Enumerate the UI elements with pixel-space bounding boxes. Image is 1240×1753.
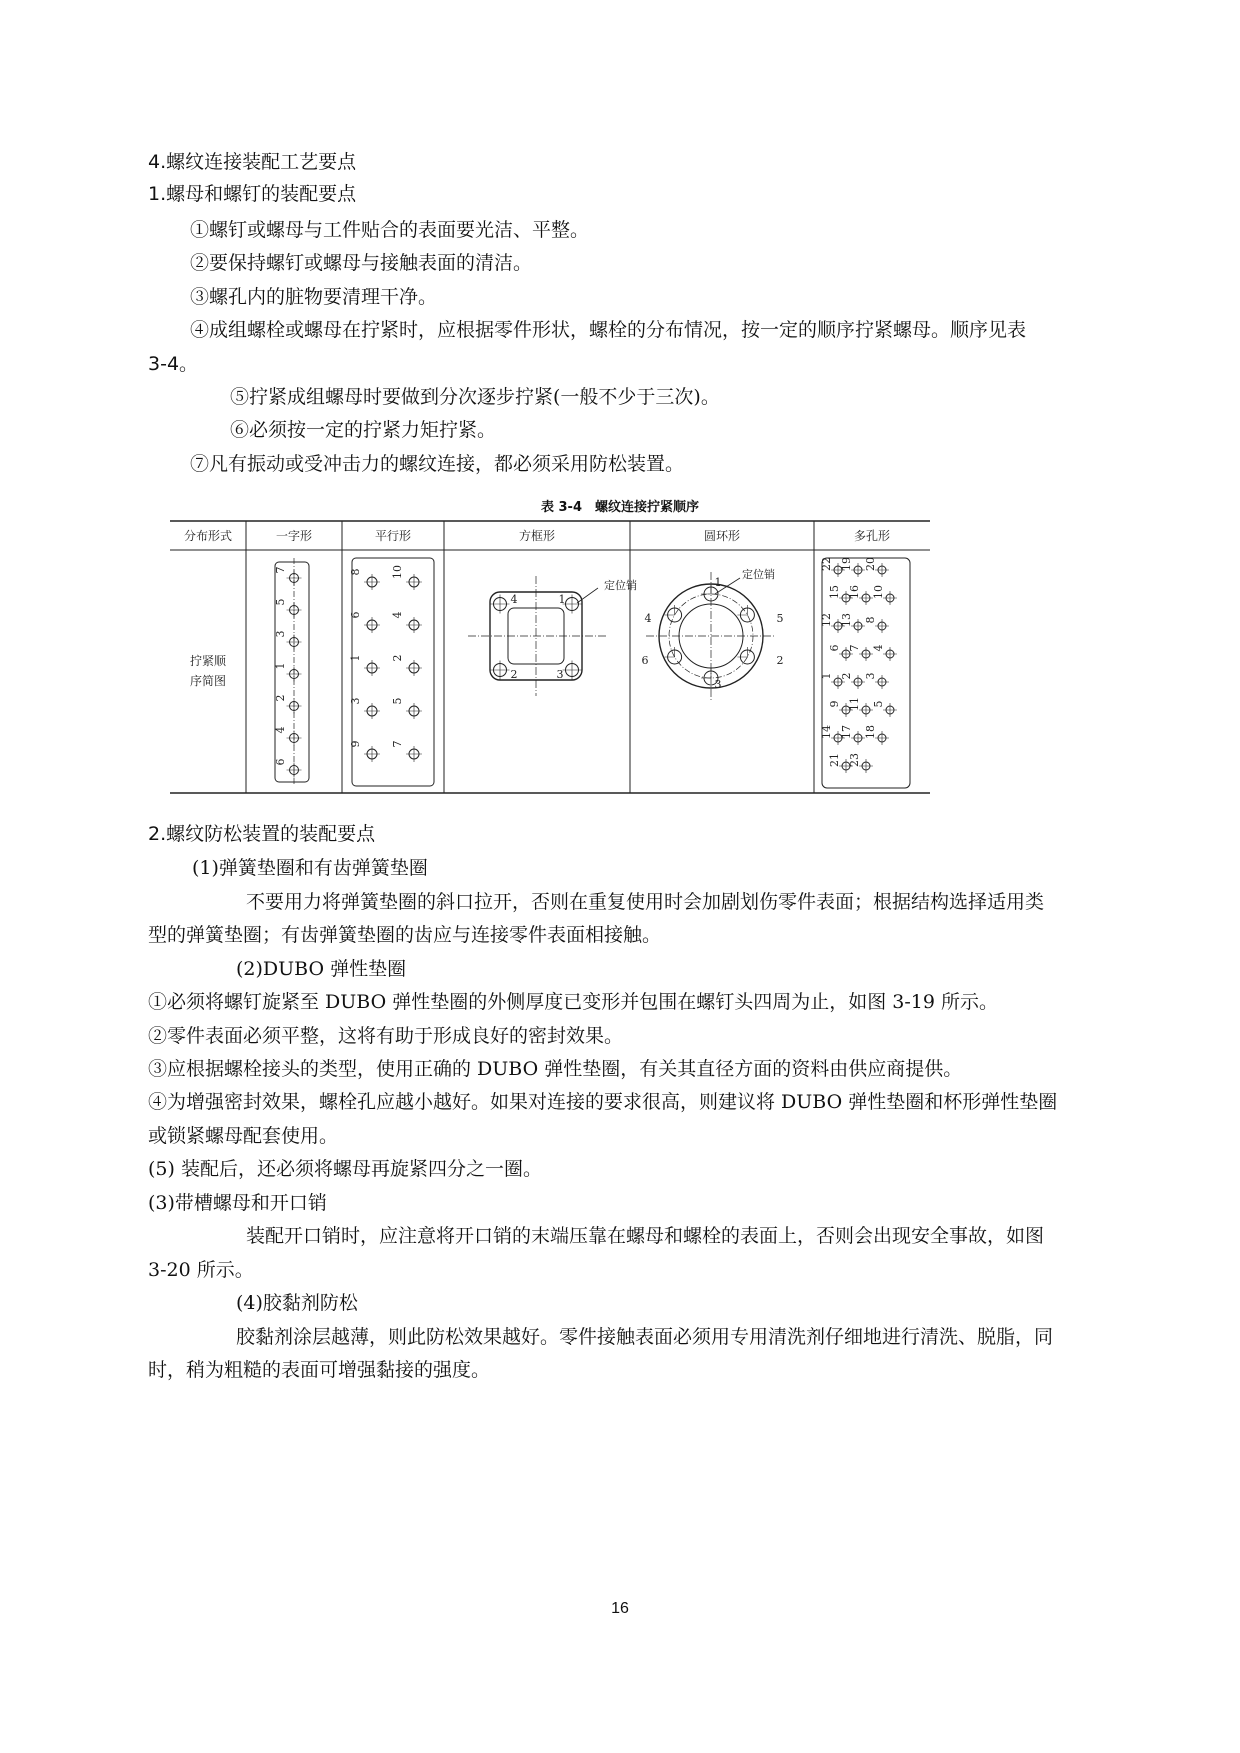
linear-diagram: [274, 558, 309, 786]
subsection-2-title: 2.螺纹防松装置的装配要点: [148, 823, 376, 845]
point-3: ③螺孔内的脏物要清理干净。: [190, 286, 438, 308]
hole-number: 2: [274, 694, 287, 702]
hole-centerline: [406, 746, 422, 762]
hole-centerline: [859, 759, 873, 773]
header-linear: 一字形: [275, 529, 313, 543]
hole-centerline: [851, 619, 865, 633]
hole-number: 5: [274, 598, 287, 606]
hole-number: 15: [828, 585, 841, 599]
hole-number: 21: [828, 753, 841, 767]
row-label-2: 序简图: [189, 674, 227, 688]
hole-number: 3: [274, 630, 287, 638]
hole-centerline: [287, 699, 302, 714]
tightening-sequence-table: [170, 520, 930, 795]
s2-3-title: (3)带槽螺母和开口销: [148, 1192, 327, 1214]
hole-centerline: [851, 675, 865, 689]
hole-centerline: [364, 617, 380, 633]
s2-1-text-1: 不要用力将弹簧垫圈的斜口拉开，否则在重复使用时会加剧划伤零件表面；根据结构选择适用类: [246, 891, 1045, 913]
s2-3-text-2: 3-20 所示。: [148, 1259, 254, 1281]
hole-centerline: [851, 563, 865, 577]
hole-centerline: [364, 746, 380, 762]
hole-centerline: [406, 617, 422, 633]
table-caption: 表 3-4 螺纹连接拧紧顺序: [540, 500, 699, 515]
hole-number: 4: [644, 612, 652, 625]
hole-centerline: [287, 763, 302, 778]
row-label-1: 拧紧顺: [189, 654, 227, 668]
hole-centerline: [883, 647, 897, 661]
s2-2-item-4-cont: 或锁紧螺母配套使用。: [148, 1125, 339, 1147]
header-distribution: 分布形式: [183, 529, 233, 543]
hole-number: 4: [274, 726, 287, 734]
hole-number: 14: [820, 725, 833, 739]
hole-number: 3: [349, 697, 362, 705]
hole-centerline: [491, 595, 510, 614]
page-number: 16: [611, 1600, 629, 1617]
parallel-diagram: [349, 558, 434, 786]
s2-4-text-2: 时，稍为粗糙的表面可增强黏接的强度。: [148, 1359, 491, 1381]
header-multi: 多孔形: [853, 529, 891, 543]
point-5: ⑤拧紧成组螺母时要做到分次逐步拧紧(一般不少于三次)。: [230, 386, 720, 408]
hole-number: 4: [872, 644, 885, 652]
hole-number: 18: [864, 725, 877, 739]
s2-4-title: (4)胶黏剂防松: [236, 1292, 358, 1314]
hole-number: 8: [349, 568, 362, 576]
s2-1-title: (1)弹簧垫圈和有齿弹簧垫圈: [192, 857, 428, 879]
point-4-cont: 3-4。: [148, 353, 199, 375]
hole-number: 23: [848, 753, 861, 767]
hole-number: 5: [391, 697, 404, 705]
hole-number: 17: [840, 725, 853, 739]
hole-centerline: [287, 603, 302, 618]
hole-number: 7: [848, 644, 861, 652]
hole-centerline: [883, 703, 897, 717]
hole-number: 3: [556, 668, 564, 681]
s2-2-item-1: ①必须将螺钉旋紧至 DUBO 弹性垫圈的外侧厚度已变形并包围在螺钉头四周为止，如图 3-19 所示。: [148, 991, 998, 1013]
s2-2-item-4: ④为增强密封效果，螺栓孔应越小越好。如果对连接的要求很高，则建议将 DUBO 弹性垫圈和杯形弹性垫圈: [148, 1091, 1058, 1113]
s2-4-text-1: 胶黏剂涂层越薄，则此防松效果越好。零件接触表面必须用专用清洗剂仔细地进行清洗、脱脂，同: [236, 1326, 1054, 1348]
hole-number: 19: [840, 557, 853, 571]
section-4-title: 4.螺纹连接装配工艺要点: [148, 151, 357, 173]
ring-diagram: [642, 567, 784, 700]
hole-number: 2: [840, 672, 853, 680]
point-7: ⑦凡有振动或受冲击力的螺纹连接，都必须采用防松装置。: [190, 453, 685, 475]
hole-number: 20: [864, 557, 877, 571]
hole-centerline: [859, 591, 873, 605]
hole-number: 7: [274, 566, 287, 574]
hole-number: 10: [391, 565, 404, 579]
hole-number: 6: [274, 758, 287, 766]
hole-number: 16: [848, 585, 861, 599]
header-parallel: 平行形: [374, 529, 412, 543]
s2-1-text-2: 型的弹簧垫圈；有齿弹簧垫圈的齿应与连接零件表面相接触。: [148, 924, 662, 946]
square-pin-label: 定位销: [604, 579, 637, 592]
multi-hole-diagram: [820, 557, 910, 788]
hole-centerline: [364, 703, 380, 719]
hole-number: 1: [349, 654, 362, 662]
hole-centerline: [364, 660, 380, 676]
hole-number: 1: [820, 672, 833, 680]
hole-centerline: [875, 731, 889, 745]
point-4: ④成组螺栓或螺母在拧紧时，应根据零件形状，螺栓的分布情况，按一定的顺序拧紧螺母。顺序见表: [190, 319, 1027, 341]
hole-number: 1: [274, 662, 287, 670]
hole-centerline: [287, 571, 302, 586]
header-square: 方框形: [518, 529, 556, 543]
hole-centerline: [406, 703, 422, 719]
hole-number: 6: [349, 611, 362, 619]
s2-3-text-1: 装配开口销时，应注意将开口销的末端压靠在螺母和螺栓的表面上，否则会出现安全事故，如图: [246, 1225, 1045, 1247]
hole-number: 10: [872, 585, 885, 599]
hole-centerline: [883, 591, 897, 605]
hole-centerline: [859, 647, 873, 661]
hole-centerline: [287, 667, 302, 682]
hole-number: 22: [820, 557, 833, 571]
s2-2-item-2: ②零件表面必须平整，这将有助于形成良好的密封效果。: [148, 1025, 624, 1047]
hole-number: 1: [714, 576, 722, 589]
header-ring: 圆环形: [703, 529, 741, 543]
hole-number: 9: [828, 700, 841, 708]
hole-number: 12: [820, 613, 833, 627]
hole-number: 11: [848, 697, 861, 711]
ring-pin-label: 定位销: [742, 568, 775, 581]
hole-number: 4: [510, 593, 518, 606]
hole-centerline: [406, 660, 422, 676]
hole-centerline: [287, 635, 302, 650]
hole-number: 2: [510, 668, 518, 681]
hole-number: 7: [391, 740, 404, 748]
hole-number: 6: [828, 644, 841, 652]
hole-number: 5: [776, 612, 784, 625]
hole-centerline: [406, 574, 422, 590]
s2-2-item-5: (5) 装配后，还必须将螺母再旋紧四分之一圈。: [148, 1158, 542, 1180]
hole-number: 4: [391, 611, 404, 619]
subsection-1-title: 1.螺母和螺钉的装配要点: [148, 183, 357, 205]
s2-2-title: (2)DUBO 弹性垫圈: [236, 958, 407, 980]
hole-centerline: [875, 619, 889, 633]
point-2: ②要保持螺钉或螺母与接触表面的清洁。: [190, 252, 533, 274]
hole-number: 13: [840, 613, 853, 627]
hole-centerline: [287, 731, 302, 746]
hole-number: 3: [864, 672, 877, 680]
s2-2-item-3: ③应根据螺栓接头的类型，使用正确的 DUBO 弹性垫圈，有关其直径方面的资料由供应商提供。: [148, 1058, 963, 1080]
hole-number: 9: [349, 740, 362, 748]
hole-centerline: [851, 731, 865, 745]
hole-number: 6: [641, 654, 649, 667]
hole-number: 5: [872, 700, 885, 708]
hole-number: 8: [864, 616, 877, 624]
hole-centerline: [875, 675, 889, 689]
hole-number: 2: [391, 654, 404, 662]
hole-number: 2: [776, 654, 784, 667]
hole-number: 1: [558, 593, 566, 606]
hole-centerline: [875, 563, 889, 577]
hole-number: 3: [714, 678, 722, 691]
point-1: ①螺钉或螺母与工件贴合的表面要光洁、平整。: [190, 219, 590, 241]
hole-centerline: [859, 703, 873, 717]
square-diagram: [468, 576, 637, 696]
point-6: ⑥必须按一定的拧紧力矩拧紧。: [230, 419, 497, 441]
hole-centerline: [364, 574, 380, 590]
